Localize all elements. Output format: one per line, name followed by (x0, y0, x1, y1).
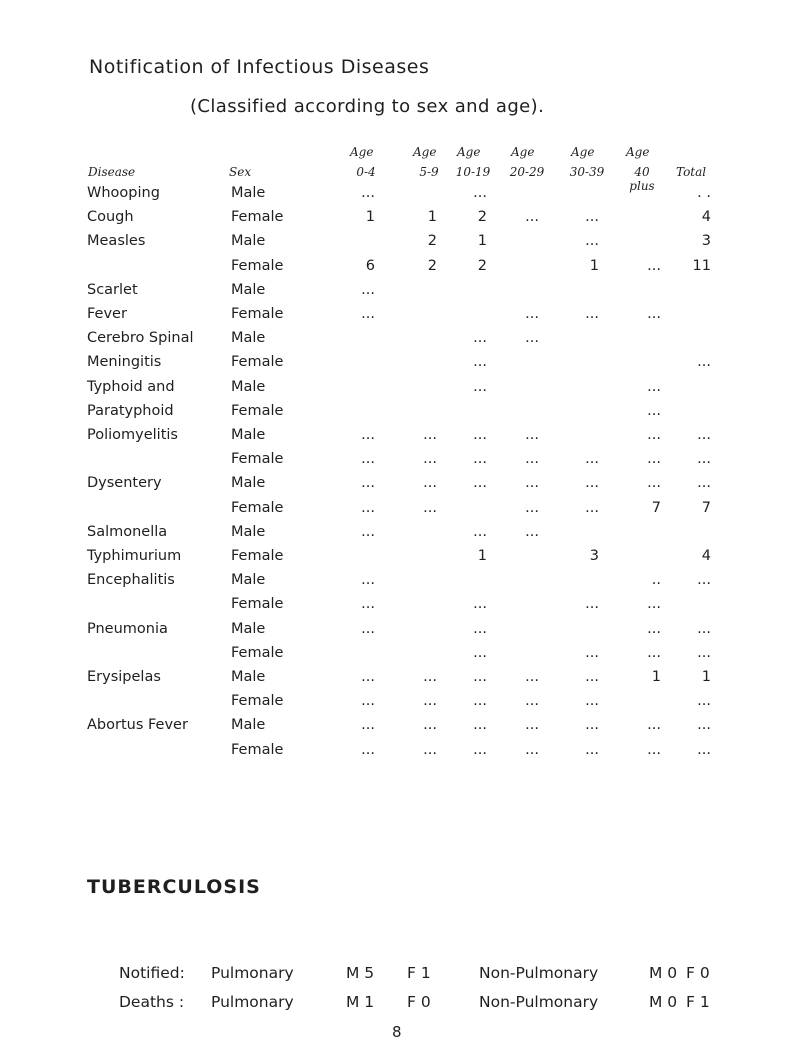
count-cell: 7 (651, 499, 661, 516)
count-cell: ... (525, 523, 539, 540)
count-cell: 6 (365, 257, 375, 274)
count-cell: ... (697, 717, 711, 734)
age-range-header: 10-19 (455, 165, 491, 179)
count-cell: ... (423, 475, 437, 492)
page-number: 8 (392, 1023, 402, 1041)
count-cell: ... (647, 717, 661, 734)
disease-name: Paratyphoid (87, 402, 174, 419)
count-cell: ... (423, 741, 437, 758)
sex-label: Male (231, 185, 266, 201)
count-cell: ... (525, 330, 539, 347)
count-cell: ... (473, 693, 487, 710)
sex-label: Male (231, 427, 266, 443)
tuberculosis-heading: TUBERCULOSIS (87, 876, 261, 898)
count-cell: ... (647, 427, 661, 443)
sex-label: Male (231, 523, 266, 540)
sex-label: Male (231, 717, 266, 734)
count-cell: ... (525, 669, 539, 685)
sex-label: Male (231, 620, 266, 637)
disease-name: Poliomyelitis (87, 427, 178, 443)
count-cell: 1 (651, 669, 661, 685)
count-cell: ... (423, 717, 437, 734)
sex-label: Male (231, 281, 266, 298)
age-range-header: 5-9 (419, 165, 439, 179)
sex-label: Male (231, 669, 266, 685)
count-cell: ... (647, 741, 661, 758)
sex-label: Male (231, 378, 266, 395)
sex-label: Female (231, 499, 284, 516)
tb-notified-type2: Non-Pulmonary (479, 964, 599, 982)
sex-label: Male (231, 233, 266, 250)
count-cell: 11 (692, 257, 711, 274)
page-title: Notification of Infectious Diseases (89, 56, 430, 78)
count-cell: 1 (477, 233, 487, 250)
sex-label: Female (231, 257, 284, 274)
count-cell: ... (647, 644, 661, 661)
count-cell: ... (585, 741, 599, 758)
total-column-header: Total (676, 165, 707, 179)
count-cell: ... (647, 378, 661, 395)
tb-notified-female2: F 0 (686, 964, 710, 982)
count-cell: ... (525, 475, 539, 492)
count-cell: ... (525, 427, 539, 443)
sex-label: Male (231, 475, 266, 492)
count-cell: ... (473, 717, 487, 734)
count-cell: ... (473, 523, 487, 540)
count-cell: 2 (477, 209, 487, 226)
age-header-label: Age (626, 145, 650, 159)
count-cell: ... (697, 451, 711, 468)
sex-label: Male (231, 330, 266, 347)
count-cell: ... (525, 499, 539, 516)
tb-deaths-type: Pulmonary (211, 993, 294, 1011)
sex-label: Female (231, 741, 284, 758)
count-cell: ... (647, 402, 661, 419)
count-cell: ... (585, 451, 599, 468)
count-cell: ... (361, 669, 375, 685)
count-cell: 4 (701, 548, 711, 564)
tb-notified-label: Notified: (119, 964, 185, 982)
sex-column-header: Sex (229, 165, 252, 179)
count-cell: ... (473, 451, 487, 468)
count-cell: ... (361, 741, 375, 758)
count-cell: ... (585, 644, 599, 661)
sex-label: Female (231, 693, 284, 710)
disease-name: Typhoid and (87, 378, 175, 395)
age-header-label: Age (413, 145, 437, 159)
count-cell: ... (473, 620, 487, 637)
count-cell: ... (361, 572, 375, 589)
count-cell: ... (585, 693, 599, 710)
count-cell: ... (361, 596, 375, 613)
count-cell: ... (697, 572, 711, 589)
disease-name: Typhimurium (87, 548, 182, 564)
disease-column-header: Disease (88, 165, 136, 179)
count-cell: 2 (477, 257, 487, 274)
disease-name: Encephalitis (87, 572, 175, 589)
count-cell: ... (647, 451, 661, 468)
sex-label: Female (231, 306, 284, 322)
tb-deaths-type2: Non-Pulmonary (479, 993, 599, 1011)
tb-deaths-female: F 0 (407, 993, 431, 1011)
count-cell: ... (647, 257, 661, 274)
count-cell: 7 (701, 499, 711, 516)
age-range-header: 0-4 (356, 165, 376, 179)
age-range-header: 30-39 (569, 165, 605, 179)
age-header-label: Age (457, 145, 481, 159)
count-cell: ... (473, 644, 487, 661)
count-cell: ... (697, 475, 711, 492)
disease-name: Abortus Fever (87, 717, 188, 734)
tb-notified-male2: M 0 (649, 964, 678, 982)
disease-name: Fever (87, 306, 127, 322)
count-cell: ... (697, 354, 711, 371)
tb-notified-type: Pulmonary (211, 964, 294, 982)
count-cell: ... (361, 281, 375, 298)
count-cell: ... (473, 427, 487, 443)
count-cell: 1 (427, 209, 437, 226)
count-cell: 3 (589, 548, 599, 564)
count-cell: ... (585, 233, 599, 250)
count-cell: 1 (477, 548, 487, 564)
count-cell: ... (647, 620, 661, 637)
count-cell: ... (585, 596, 599, 613)
tb-notified-female: F 1 (407, 964, 431, 982)
disease-name: Salmonella (87, 523, 168, 540)
count-cell: ... (697, 620, 711, 637)
count-cell: 1 (365, 209, 375, 226)
age-range-header: 20-29 (509, 165, 545, 179)
count-cell: ... (361, 451, 375, 468)
count-cell: ... (697, 644, 711, 661)
count-cell: ... (473, 185, 487, 201)
count-cell: ... (361, 693, 375, 710)
count-cell: ... (585, 306, 599, 322)
count-cell: ... (697, 693, 711, 710)
count-cell: 4 (701, 209, 711, 226)
count-cell: 2 (427, 257, 437, 274)
age-header-label: Age (350, 145, 374, 159)
disease-name: Whooping (87, 185, 160, 201)
sex-label: Female (231, 354, 284, 371)
age-header-label: Age (511, 145, 535, 159)
count-cell: ... (361, 523, 375, 540)
count-cell: ... (361, 185, 375, 201)
tb-deaths-female2: F 1 (686, 993, 710, 1011)
tb-notified-male: M 5 (346, 964, 375, 982)
count-cell: ... (423, 427, 437, 443)
count-cell: ... (361, 475, 375, 492)
disease-name: Cerebro Spinal (87, 330, 194, 347)
count-cell: ... (697, 427, 711, 443)
count-cell: ... (423, 499, 437, 516)
count-cell: ... (473, 741, 487, 758)
count-cell: .. (651, 572, 661, 589)
count-cell: ... (585, 209, 599, 226)
count-cell: ... (525, 306, 539, 322)
count-cell: ... (585, 499, 599, 516)
count-cell: ... (525, 741, 539, 758)
sex-label: Female (231, 402, 284, 419)
count-cell: ... (473, 475, 487, 492)
disease-name: Scarlet (87, 281, 138, 298)
disease-name: Meningitis (87, 354, 162, 371)
tb-deaths-label: Deaths : (119, 993, 185, 1011)
count-cell: ... (647, 306, 661, 322)
count-cell: ... (525, 717, 539, 734)
count-cell: 1 (589, 257, 599, 274)
sex-label: Male (231, 572, 266, 589)
count-cell: ... (585, 717, 599, 734)
count-cell: ... (647, 596, 661, 613)
count-cell: ... (361, 717, 375, 734)
count-cell: 3 (701, 233, 711, 250)
count-cell: ... (697, 741, 711, 758)
disease-name: Dysentery (87, 475, 162, 492)
count-cell: ... (473, 669, 487, 685)
count-cell: . . (697, 185, 711, 201)
count-cell: ... (473, 378, 487, 395)
sex-label: Female (231, 548, 284, 564)
sex-label: Female (231, 644, 284, 661)
count-cell: ... (585, 669, 599, 685)
count-cell: ... (473, 596, 487, 613)
count-cell: ... (423, 451, 437, 468)
count-cell: ... (423, 669, 437, 685)
count-cell: ... (361, 499, 375, 516)
count-cell: 1 (701, 669, 711, 685)
count-cell: ... (525, 451, 539, 468)
sex-label: Female (231, 451, 284, 468)
count-cell: ... (525, 693, 539, 710)
sex-label: Female (231, 596, 284, 613)
sex-label: Female (231, 209, 284, 226)
count-cell: ... (585, 475, 599, 492)
count-cell: ... (361, 306, 375, 322)
page-subtitle: (Classified according to sex and age). (190, 96, 545, 117)
count-cell: 2 (427, 233, 437, 250)
tb-deaths-male2: M 0 (649, 993, 678, 1011)
disease-name: Measles (87, 233, 146, 250)
disease-name: Cough (87, 209, 134, 226)
count-cell: ... (647, 475, 661, 492)
disease-name: Pneumonia (87, 620, 168, 637)
count-cell: ... (525, 209, 539, 226)
age-header-label: Age (571, 145, 595, 159)
disease-name: Erysipelas (87, 669, 161, 685)
count-cell: ... (473, 354, 487, 371)
count-cell: ... (473, 330, 487, 347)
count-cell: ... (361, 620, 375, 637)
count-cell: ... (361, 427, 375, 443)
count-cell: ... (423, 693, 437, 710)
age-range-header: 40 plus (629, 165, 655, 193)
tb-deaths-male: M 1 (346, 993, 375, 1011)
